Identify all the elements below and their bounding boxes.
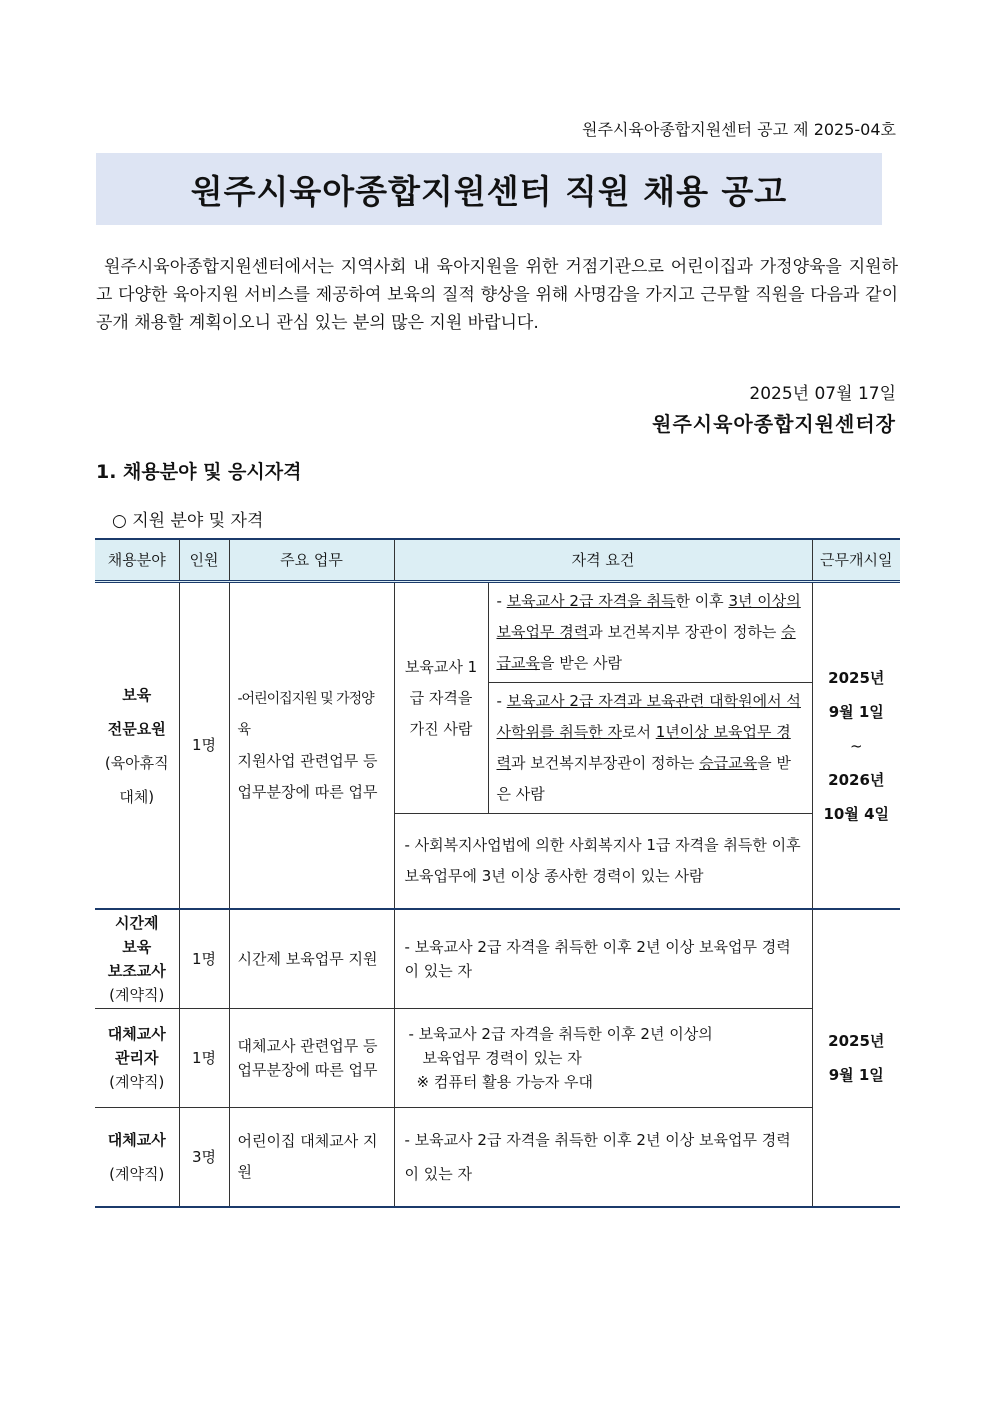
start-date-cell <box>812 909 900 1207</box>
start-date-text: 10월 4일 <box>823 804 890 823</box>
req-cell <box>394 909 812 1009</box>
start-date-cell <box>812 582 900 910</box>
duty-text: -어린이집지원 및 가정양육 <box>237 690 374 738</box>
field-name: 보육 <box>122 685 152 704</box>
req-underlined: 3년 이상의 보육업무 경력 <box>496 592 801 641</box>
subsection-title: ○ 지원 분야 및 자격 <box>112 511 264 531</box>
req-text: - <box>496 692 507 710</box>
req-cell <box>394 814 812 910</box>
req-text: 을 받은 사람 <box>539 654 622 672</box>
req-cell <box>488 683 812 814</box>
req-text: - 사회복지사업법에 의한 사회복지사 1급 자격을 취득한 이후 보육업무에 3년 이상 종사한 경력이 있는 사람 <box>404 836 801 885</box>
table-row <box>95 1009 900 1108</box>
field-note: (계약직) <box>109 1073 165 1091</box>
start-date-text: ~ <box>849 736 863 755</box>
start-date-text: 2025년 <box>828 668 885 687</box>
duty-text: 지원사업 관련업무 등 <box>237 751 378 770</box>
req-text: 보육업무 경력이 있는 자 <box>422 1049 582 1067</box>
header-start-date: 근무개시일 <box>812 539 900 582</box>
req-note: ※ 컴퓨터 활용 가능자 우대 <box>416 1073 594 1091</box>
duty-text: 업무분장에 따른 업무 <box>237 782 378 801</box>
req-cell <box>394 1108 812 1208</box>
start-date-text: 2025년 <box>828 1032 885 1050</box>
page-title: 원주시육아종합지원센터 직원 채용 공고 <box>190 171 788 211</box>
req-underlined: 1년이상 보육업무 경력 <box>496 723 791 772</box>
duty-cell <box>229 582 394 910</box>
recruitment-table <box>95 538 900 1208</box>
field-name: 관리자 <box>115 1049 159 1067</box>
req-text: 과 보건복지부장관이 정하는 <box>511 754 700 772</box>
header-count: 인원 <box>179 539 229 582</box>
req-text: - 보육교사 2급 자격을 취득한 이후 2년 이상 보육업무 경력이 있는 자 <box>404 938 791 980</box>
field-cell <box>95 909 179 1009</box>
req-underlined: 승급교육 <box>496 623 796 672</box>
header-duty: 주요 업무 <box>229 539 394 582</box>
duty-cell: 어린이집 대체교사 지원 <box>229 1108 394 1208</box>
req-cell <box>394 1009 812 1108</box>
req-underlined: 보육교사 2급 자격과 보육관련 대학원에서 석사학위를 취득한 자 <box>496 692 801 741</box>
req-text: 을 받은 사람 <box>496 754 791 803</box>
req-cell <box>488 582 812 683</box>
count-cell: 1명 <box>179 1009 229 1108</box>
count-cell: 3명 <box>179 1108 229 1208</box>
notice-number: 원주시육아종합지원센터 공고 제 2025-04호 <box>582 120 896 139</box>
field-name: 시간제 <box>115 914 159 932</box>
signer: 원주시육아종합지원센터장 <box>652 412 896 436</box>
start-date-text: 9월 1일 <box>828 702 884 721</box>
table-row <box>95 909 900 1009</box>
req-underlined: 승급교육 <box>699 754 758 772</box>
header-requirements: 자격 요건 <box>394 539 812 582</box>
field-cell <box>95 1009 179 1108</box>
req-text: - 보육교사 2급 자격을 취득한 이후 2년 이상의 <box>408 1025 713 1043</box>
field-name: 전문요원 <box>107 719 166 738</box>
start-date-text: 2026년 <box>828 770 885 789</box>
count-cell: 1명 <box>179 582 229 910</box>
announcement-date: 2025년 07월 17일 <box>749 384 896 404</box>
table-header-row <box>95 539 900 582</box>
title-banner <box>96 153 882 225</box>
req-text: 한 이후 <box>675 592 729 610</box>
field-name: 보육 <box>122 938 152 956</box>
req-text: 로서 <box>621 723 656 741</box>
req-group-label: 보육교사 1급 자격을 가진 사람 <box>404 657 478 738</box>
req-group-cell <box>394 582 488 814</box>
count-cell: 1명 <box>179 909 229 1009</box>
field-note: (육아휴직 <box>104 753 169 772</box>
duty-cell: 대체교사 관련업무 등 업무분장에 따른 업무 <box>229 1009 394 1108</box>
field-name: 대체교사 <box>107 1025 166 1043</box>
field-cell <box>95 1108 179 1208</box>
table-row <box>95 1108 900 1208</box>
field-name: 대체교사 <box>107 1131 166 1149</box>
req-text: - 보육교사 2급 자격을 취득한 이후 2년 이상 보육업무 경력이 있는 자 <box>404 1131 791 1183</box>
header-field: 채용분야 <box>95 539 179 582</box>
duty-cell: 시간제 보육업무 지원 <box>229 909 394 1009</box>
field-note: (계약직) <box>109 1165 165 1183</box>
start-date-text: 9월 1일 <box>828 1066 884 1084</box>
req-underlined: 보육교사 2급 자격을 취득 <box>506 592 676 610</box>
req-text: 과 보건복지부 장관이 정하는 <box>588 623 782 641</box>
field-note: (계약직) <box>109 986 165 1004</box>
field-name: 보조교사 <box>107 962 166 980</box>
field-note: 대체) <box>119 787 155 806</box>
section-title: 1. 채용분야 및 응시자격 <box>96 461 302 483</box>
recruitment-table-wrapper <box>95 538 900 1208</box>
req-text: - <box>496 592 507 610</box>
intro-paragraph: 원주시육아종합지원센터에서는 지역사회 내 육아지원을 위한 거점기관으로 어린이집과 가정양육을 지원하고 다양한 육아지원 서비스를 제공하여 보육의 질적 향상을 위해 사명감을 가지고 근무할 직원을 다음과 같이 공개 채용할 계획이오니 관심 있는 분의 많은 지원 바랍니다. <box>96 257 898 333</box>
field-cell <box>95 582 179 910</box>
table-row <box>95 582 900 683</box>
